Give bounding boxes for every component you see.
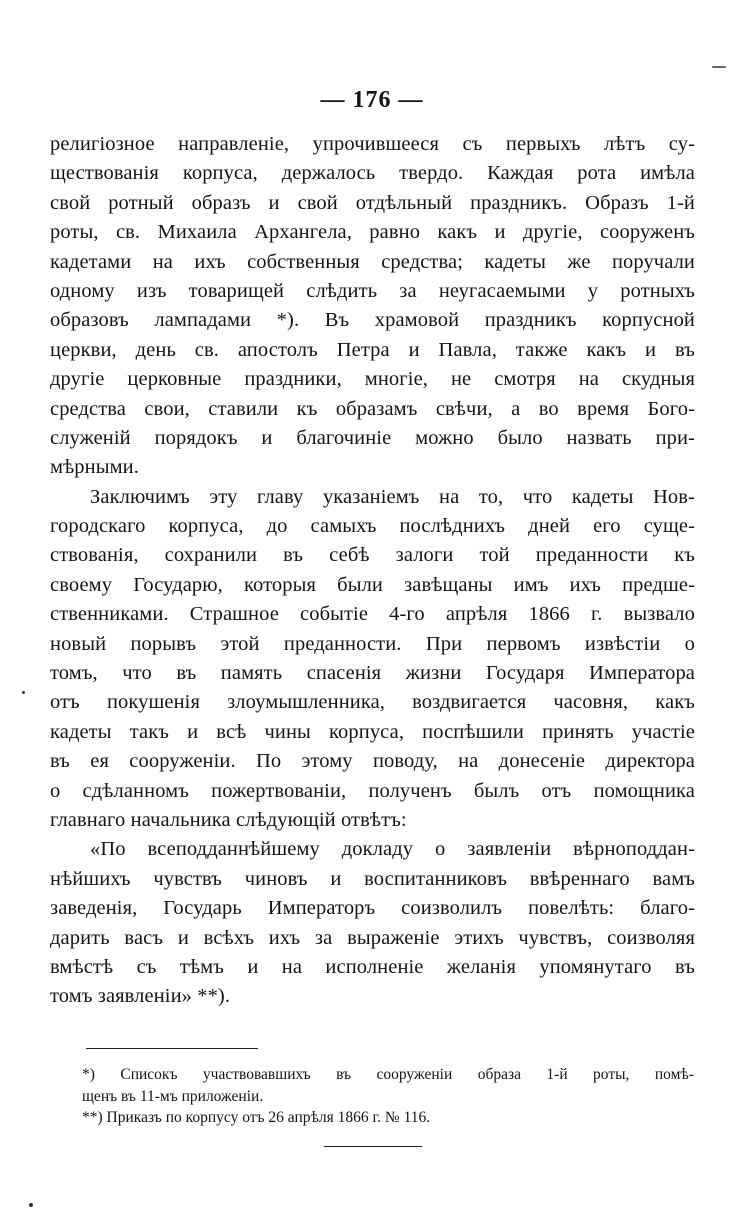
text-line: дарить васъ и всѣхъ ихъ за выраженіе этихъ чувствъ, соизволяя xyxy=(50,926,695,949)
text-line: служеній порядокъ и благочиніе можно было назвать при- xyxy=(50,426,695,449)
text-line: свой ротный образъ и свой отдѣльный праздникъ. Образъ 1-й xyxy=(50,191,695,214)
footnotes xyxy=(82,1064,694,1129)
footnote-line: щенъ въ 11-мъ приложеніи. xyxy=(82,1087,264,1105)
text-line: главнаго начальника слѣдующій отвѣтъ: xyxy=(50,808,407,831)
footnote-line: **) Приказъ по корпусу отъ 26 апрѣля 1866 г. № 116. xyxy=(82,1109,431,1126)
text-line: образовъ лампадами *). Въ храмовой праздникъ корпусной xyxy=(50,309,695,332)
text-line: религіозное направленіе, упрочившееся съ первыхъ лѣтъ су- xyxy=(50,133,695,155)
quotation xyxy=(50,835,695,1011)
footnote-separator xyxy=(86,1048,258,1049)
text-line: кадеты такъ и всѣ чины корпуса, поспѣшили принять участіе xyxy=(50,720,695,743)
text-line: заведенія, Государь Императоръ соизволилъ повелѣть: благо- xyxy=(50,897,695,920)
end-rule xyxy=(324,1146,422,1147)
text-line: роты, св. Михаила Архангела, равно какъ и другіе, сооруженъ xyxy=(50,221,695,244)
text-line: городскаго корпуса, до самыхъ послѣднихъ дней его суще- xyxy=(50,515,695,538)
text-line: ствованія, сохранили въ себѣ залоги той преданности къ xyxy=(50,544,695,567)
footnote-2 xyxy=(82,1107,694,1129)
main-text xyxy=(50,130,695,1012)
text-line: другіе церковные праздники, многіе, не смотря на скудныя xyxy=(50,368,695,391)
scan-speck xyxy=(22,691,25,694)
scan-speck xyxy=(29,1203,33,1207)
text-line: мѣрными. xyxy=(50,456,139,479)
text-line: томъ, что въ память спасенія жизни Государя Императора xyxy=(50,662,695,685)
page-number: — 176 — xyxy=(320,87,424,113)
text-line: отъ покушенія злоумышленника, воздвигается часовня, какъ xyxy=(50,691,695,714)
text-line: въ ея сооруженіи. По этому поводу, на донесеніе директора xyxy=(50,750,695,773)
text-line: ществованія корпуса, держалось твердо. Каждая рота имѣла xyxy=(50,162,695,185)
text-line: кадетами на ихъ собственныя средства; кадеты же поручали xyxy=(50,250,695,273)
paragraph-1 xyxy=(50,130,695,483)
text-line: церкви, день св. апостолъ Петра и Павла, также какъ и въ xyxy=(50,338,695,361)
text-line: одному изъ товарищей слѣдить за неугасаемыми у ротныхъ xyxy=(50,279,695,302)
text-line: Заключимъ эту главу указаніемъ на то, что кадеты Нов- xyxy=(90,485,695,508)
paragraph-2 xyxy=(50,483,695,836)
text-line: новый порывъ этой преданности. При первомъ извѣстіи о xyxy=(50,632,695,655)
text-line: своему Государю, которыя были завѣщаны имъ ихъ предше- xyxy=(50,573,695,596)
text-line: нѣйшихъ чувствъ чиновъ и воспитанниковъ ввѣреннаго вамъ xyxy=(50,867,695,890)
text-line: «По всеподданнѣйшему докладу о заявленіи вѣрноподдан- xyxy=(90,838,695,861)
scan-speck xyxy=(712,66,726,68)
text-line: ственниками. Страшное событіе 4-го апрѣля 1866 г. вызвало xyxy=(50,603,695,626)
text-line: о сдѣланномъ пожертвованіи, полученъ былъ отъ помощника xyxy=(50,779,695,802)
footnote-line: *) Списокъ участвовавшихъ въ сооруженіи образа 1-й роты, помѣ- xyxy=(82,1066,694,1083)
text-line: средства свои, ставили къ образамъ свѣчи, а во время Бого- xyxy=(50,397,695,420)
text-line: вмѣстѣ съ тѣмъ и на исполненіе желанія упомянутаго въ xyxy=(50,955,695,978)
footnote-1 xyxy=(82,1064,694,1107)
text-line: томъ заявленіи» **). xyxy=(50,985,231,1008)
